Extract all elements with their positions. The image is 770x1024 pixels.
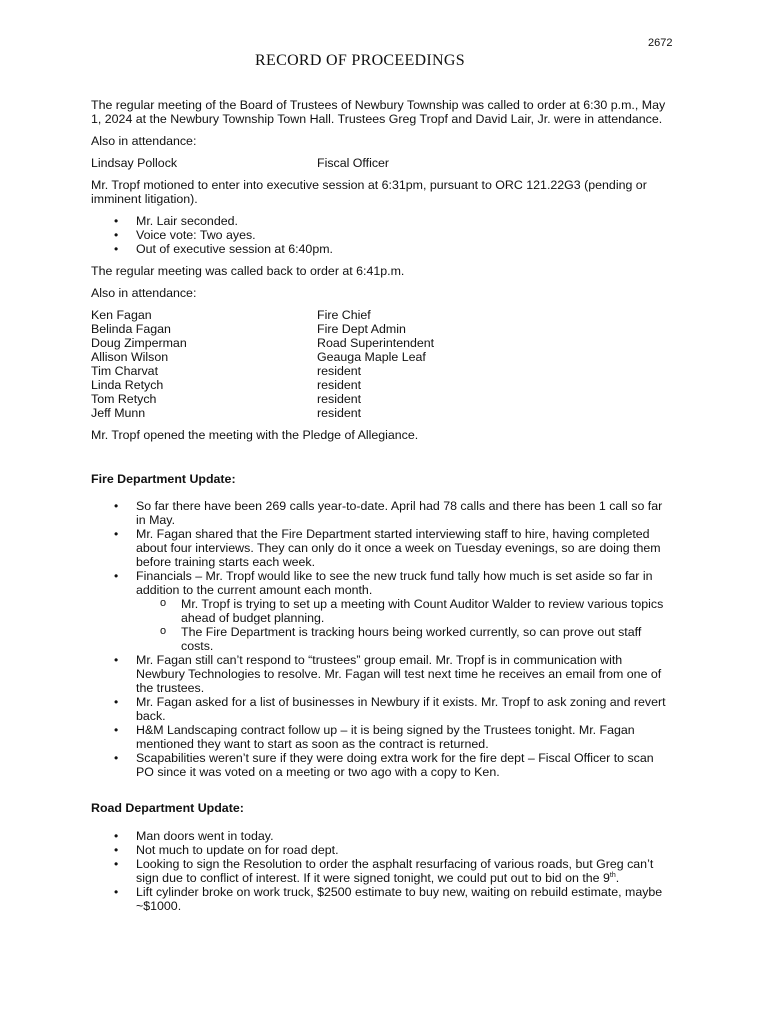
attendance-row xyxy=(91,350,434,364)
attendance-row xyxy=(91,364,434,378)
attendance-row xyxy=(91,308,434,322)
list-item: • Voice vote: Two ayes. xyxy=(91,228,671,242)
attendee-role: Geauga Maple Leaf xyxy=(317,350,426,364)
called-back-paragraph: The regular meeting was called back to order at 6:41p.m. xyxy=(91,264,405,278)
fire-department-heading: Fire Department Update: xyxy=(91,472,236,486)
list-item-text: Looking to sign the Resolution to order the asphalt resurfacing of various roads, but Greg can’t sign due to conflict of interest. If it were signed tonight, we could put out to bid on the 9 xyxy=(136,857,654,885)
list-item: • So far there have been 269 calls year-to-date. April had 78 calls and there has been 1 call so far in May. xyxy=(91,499,671,527)
list-item: • Mr. Fagan asked for a list of businesses in Newbury if it exists. Mr. Tropf to ask zoning and revert back. xyxy=(91,695,671,723)
attendee-role: resident xyxy=(317,378,362,392)
page-title: RECORD OF PROCEEDINGS xyxy=(255,52,465,69)
attendee-role: resident xyxy=(317,364,362,378)
document-body xyxy=(91,98,671,913)
list-item xyxy=(91,569,671,653)
attendee-role: resident xyxy=(317,406,362,420)
fire-department-list xyxy=(91,499,671,779)
attendance-row xyxy=(91,336,434,350)
list-item: • Out of executive session at 6:40pm. xyxy=(91,242,671,256)
exec-session-paragraph: Mr. Tropf motioned to enter into executive session at 6:31pm, pursuant to ORC 121.22G3 (pending or imminent litigation). xyxy=(91,178,647,206)
attendee-role: Road Superintendent xyxy=(317,336,435,350)
attendance-row xyxy=(91,378,434,392)
list-item-text: Financials – Mr. Tropf would like to see the new truck fund tally how much is set aside so far in addition to the current amount each month. xyxy=(136,569,653,597)
list-item: • H&M Landscaping contract follow up – it is being signed by the Trustees tonight. Mr. Fagan mentioned they want to start as soon as the contract is returned. xyxy=(91,723,671,751)
attendance-row xyxy=(91,322,434,336)
list-item: • Man doors went in today. xyxy=(91,829,671,843)
intro-paragraph: The regular meeting of the Board of Trustees of Newbury Township was called to order at 6:30 p.m., May 1, 2024 at the Newbury Township Town Hall. Trustees Greg Tropf and David Lair, Jr. were in attendance. xyxy=(91,98,666,126)
page-number: 2672 xyxy=(648,37,673,49)
list-item: • Mr. Lair seconded. xyxy=(91,214,671,228)
attendee-role: resident xyxy=(317,392,362,406)
attendee-name: Allison Wilson xyxy=(91,350,169,364)
attendee-name: Belinda Fagan xyxy=(91,322,171,336)
sub-list-item: o Mr. Tropf is trying to set up a meeting with Count Auditor Walder to review various topics ahead of budget planning. xyxy=(136,597,671,625)
attendee-role: Fire Dept Admin xyxy=(317,322,406,336)
attendee-name: Tom Retych xyxy=(91,392,157,406)
sub-list xyxy=(136,597,671,653)
list-item: • Lift cylinder broke on work truck, $2500 estimate to buy new, waiting on rebuild estimate, maybe ~$1000. xyxy=(91,885,671,913)
attendance-row xyxy=(91,406,434,420)
list-item xyxy=(91,857,671,885)
list-item: • Mr. Fagan still can’t respond to “trustees” group email. Mr. Tropf is in communication with Newbury Technologies to resolve. Mr. Fagan will test next time he receives an email from one of the trustees. xyxy=(91,653,671,695)
attendee-name: Lindsay Pollock xyxy=(91,156,178,170)
ordinal-suffix: th xyxy=(609,871,616,879)
road-department-heading: Road Department Update: xyxy=(91,801,244,815)
also-attendance-label-2: Also in attendance: xyxy=(91,286,197,300)
attendance-row xyxy=(91,392,434,406)
attendance-table-2 xyxy=(91,308,434,420)
list-item-end: . xyxy=(615,871,620,885)
list-item: • Mr. Fagan shared that the Fire Department started interviewing staff to hire, having completed about four interviews. They can only do it once a week on Tuesday evenings, so are doing them before training starts each week. xyxy=(91,527,671,569)
attendee-role: Fire Chief xyxy=(317,308,371,322)
attendee-name: Tim Charvat xyxy=(91,364,159,378)
road-department-list xyxy=(91,829,671,913)
attendance-row xyxy=(91,156,389,170)
list-item: • Scapabilities weren’t sure if they were doing extra work for the fire dept – Fiscal Officer to scan PO since it was voted on a meeting or two ago with a copy to Ken. xyxy=(91,751,671,779)
list-item: • Not much to update on for road dept. xyxy=(91,843,671,857)
pledge-paragraph: Mr. Tropf opened the meeting with the Pledge of Allegiance. xyxy=(91,428,419,442)
attendee-name: Ken Fagan xyxy=(91,308,152,322)
attendee-role: Fiscal Officer xyxy=(317,156,390,170)
also-attendance-label-1: Also in attendance: xyxy=(91,134,197,148)
exec-session-list xyxy=(91,214,671,256)
sub-list-item: o The Fire Department is tracking hours being worked currently, so can prove out staff costs. xyxy=(136,625,671,653)
attendee-name: Doug Zimperman xyxy=(91,336,187,350)
attendee-name: Jeff Munn xyxy=(91,406,146,420)
attendee-name: Linda Retych xyxy=(91,378,164,392)
attendance-table-1 xyxy=(91,156,389,170)
